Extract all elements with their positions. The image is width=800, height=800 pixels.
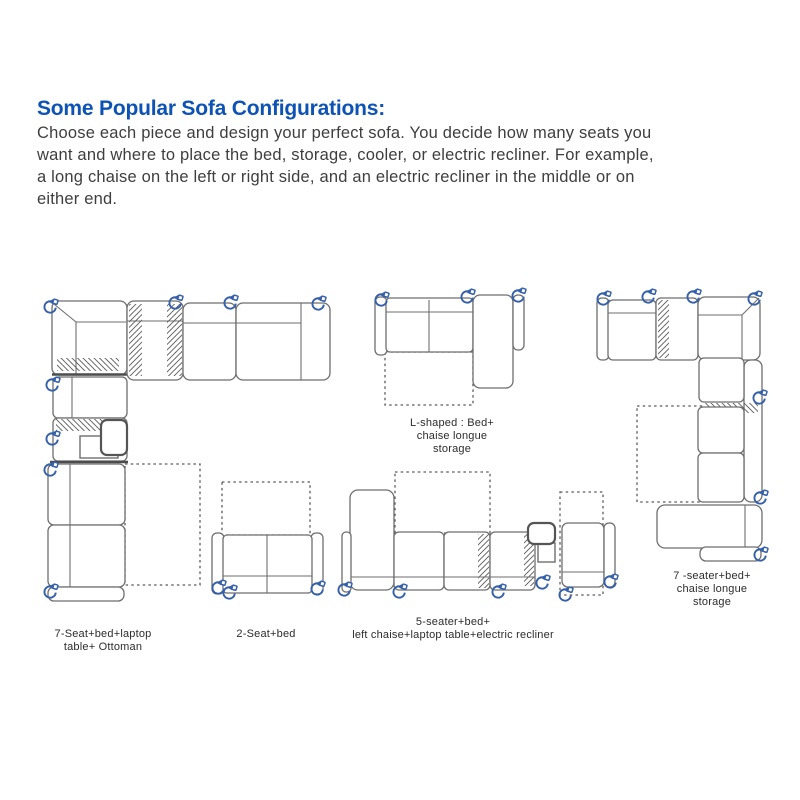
config-label-seven-seater-chaise xyxy=(673,570,750,609)
laptop-table xyxy=(528,523,555,544)
left-chaise xyxy=(350,490,394,590)
config-label-line: 7 -seater+bed+ xyxy=(673,570,751,582)
config-label-line: L-shaped : Bed+ xyxy=(409,417,495,429)
intro-line: a long chaise on the left or right side, and an electric recliner in the middle or on xyxy=(37,168,635,186)
intro-line: either end. xyxy=(37,190,118,208)
config-label-line: 7-Seat+bed+laptop xyxy=(54,628,152,640)
laptop-table xyxy=(101,420,127,455)
config-label-line: storage xyxy=(432,443,472,455)
sofa-config-seven-seater-bed-chaise-storage xyxy=(597,289,768,561)
config-label-line: storage xyxy=(692,596,732,608)
intro-line: Choose each piece and design your perfect sofa. You decide how many seats you xyxy=(37,124,652,142)
electric-recliner xyxy=(562,523,604,587)
page-title: Some Popular Sofa Configurations: xyxy=(37,97,386,121)
bed-outline xyxy=(637,406,703,502)
config-label-l-shaped xyxy=(410,417,494,456)
sofa-config-five-seater-bed-chaise-laptop-recliner xyxy=(338,472,618,601)
bed-outline xyxy=(395,472,490,533)
bed-outline xyxy=(222,482,310,535)
config-label-seven-seat-ottoman xyxy=(55,628,152,654)
rotate-handle-icon xyxy=(536,575,550,589)
bed-outline xyxy=(125,464,200,585)
bed-outline xyxy=(385,352,473,405)
config-label-line: chaise longue xyxy=(676,583,748,595)
config-label-two-seat-bed xyxy=(236,628,295,641)
sofa-config-two-seat-bed xyxy=(212,482,325,599)
chaise-longue xyxy=(473,295,513,388)
rotate-handle-icon xyxy=(559,587,573,601)
config-label-line: 2-Seat+bed xyxy=(236,628,296,640)
config-label-line: table+ Ottoman xyxy=(63,641,143,653)
config-label-five-seater xyxy=(352,616,554,642)
sofa-config-l-shaped-bed-chaise-storage xyxy=(375,288,526,405)
intro-line: want and where to place the bed, storage, cooler, or electric recliner. For example, xyxy=(37,146,654,164)
config-label-line: 5-seater+bed+ xyxy=(415,616,491,628)
config-label-line: left chaise+laptop table+electric recliner xyxy=(352,629,554,641)
config-label-line: chaise longue xyxy=(416,430,488,442)
